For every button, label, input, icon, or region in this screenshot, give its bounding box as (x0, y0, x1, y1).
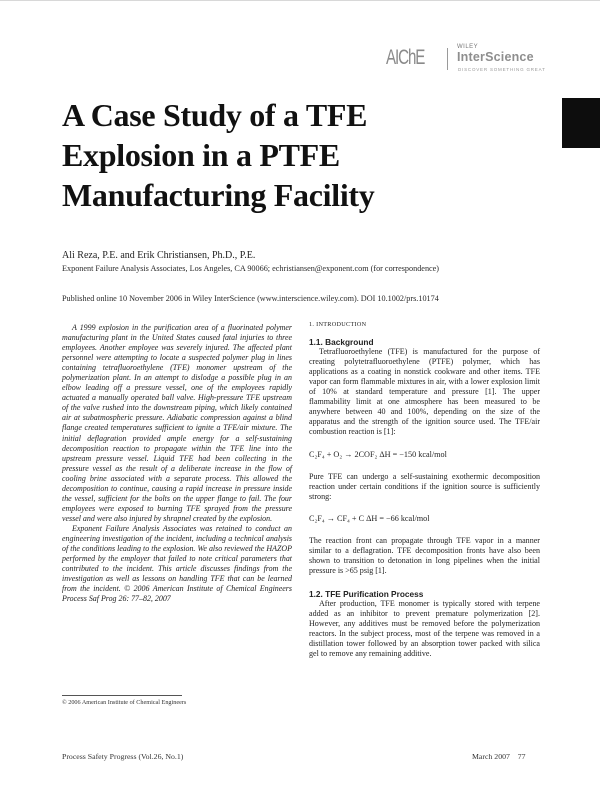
affiliation: Exponent Failure Analysis Associates, Los Angeles, CA 90066; echristiansen@exponent.com (for correspondence) (62, 264, 440, 273)
body-paragraph: The reaction front can propagate through TFE vapor in a manner similar to a deflagration. TFE decomposition fronts have also been shown to transition to detonation in long pipelines when the initial pressure is >65 psig [1]. (309, 535, 540, 575)
interscience-logo: InterScience (457, 50, 534, 64)
publication-info: Published online 10 November 2006 in Wiley InterScience (www.interscience.wiley.com). DOI 10.1002/prs.10174 (62, 294, 439, 303)
logo-divider (447, 48, 448, 70)
subsection-heading: 1.1. Background (309, 337, 374, 348)
title-line-3: Manufacturing Facility (62, 177, 375, 213)
wiley-tag: WILEY (457, 44, 479, 50)
title-line-2: Explosion in a PTFE (62, 137, 340, 173)
title-line-1: A Case Study of a TFE (62, 97, 368, 133)
interscience-tagline: DISCOVER SOMETHING GREAT (458, 67, 546, 72)
equation: C₂F₄ + O₂ → 2COF₂ ΔH = −150 kcal/mol (309, 449, 447, 459)
aiche-logo: AIChE (386, 46, 425, 69)
abstract-paragraph: A 1999 explosion in the purification area of a fluorinated polymer manufacturing plant in the United States caused fatal injuries to three employees. Another employee was severely injured. The affected plant personnel were attempting to locate a suspected polymer plug in lines containing tetrafluoroethylene (TFE) monomer upstream of the polymerization plant. In an attempt to dislodge a possible plug in an elbow leading off a pressure vessel, one of the employees rapidly actuated a manually operated ball valve. High-pressure TFE upstream of the valve rushed into the downstream piping, which likely contained air at subatmospheric pressure. Adiabatic compression against a blind flange created temperatures sufficient to ignite a TFE/air mixture. The initial deflagration provided ample energy for a self-sustaining decomposition reaction to propagate within the TFE line into the upstream pressure vessel. Liquid TFE had been collecting in the pressure vessel as the result of a deliberate increase in the flow of cooling brine associated with a separate process. This allowed the decomposition to continue, causing a rapid increase in pressure inside the vessel, sufficient for the bolts on the upper flange to fail. The four employees were exposed to burning TFE sprayed from the pressure vessel and were also injured by shrapnel created by the explosion. (62, 323, 292, 523)
footnote-rule (62, 695, 182, 696)
journal-footer: Process Safety Progress (Vol.26, No.1) (62, 752, 184, 761)
section-tab-marker (562, 98, 600, 148)
body-paragraph: Pure TFE can undergo a self-sustaining exothermic decomposition reaction under certain conditions if the ignition source is sufficiently strong: (309, 471, 540, 501)
body-paragraph: After production, TFE monomer is typically stored with terpene added as an inhibitor to prevent premature polymerization [2]. However, any additives must be removed before the polymerization reactors. In the subject process, most of the terpene was removed in a distillation tower followed by an absorption tower packed with silica gel to remove any remaining additive. (309, 598, 540, 659)
body-column (309, 320, 540, 659)
subsection-heading: 1.2. TFE Purification Process (309, 588, 424, 599)
top-rule (0, 0, 600, 1)
body-paragraph: Tetrafluoroethylene (TFE) is manufactured for the purpose of creating polytetrafluoroethylene (PTFE) polymer, which has applications as a coating in nonstick cookware and other items. TFE vapor can form flammable mixtures in air, with a lower explosion limit of 10% at standard temperature and pressure [1]. The upper flammability limit at one atmosphere has been measured to be anywhere between 40 and 100%, depending on the size of the apparatus and the strength of the ignition source used. The TFE/air combustion reaction is [1]: (309, 347, 540, 437)
abstract-paragraph: Exponent Failure Analysis Associates was retained to conduct an engineering investigation of the incident, including a technical analysis of the conditions leading to the explosion. We also reviewed the HAZOP performed by the employer that failed to note critical parameters that contributed to the incident. This article discusses findings from the investigation as well as lessons on handling TFE that can be learned from the incident. © 2006 American Institute of Chemical Engineers Process Saf Prog 26: 77–82, 2007 (62, 523, 292, 604)
section-heading: 1. INTRODUCTION (309, 321, 367, 328)
abstract (62, 323, 292, 604)
page-footer: March 2007 77 (472, 752, 526, 761)
copyright-footnote: © 2006 American Institute of Chemical Engineers (62, 699, 187, 706)
article-title (62, 95, 502, 215)
authors: Ali Reza, P.E. and Erik Christiansen, Ph.D., P.E. (62, 250, 256, 261)
spacer (309, 576, 540, 586)
equation: C₂F₄ → CF₄ + C ΔH = −66 kcal/mol (309, 513, 430, 523)
